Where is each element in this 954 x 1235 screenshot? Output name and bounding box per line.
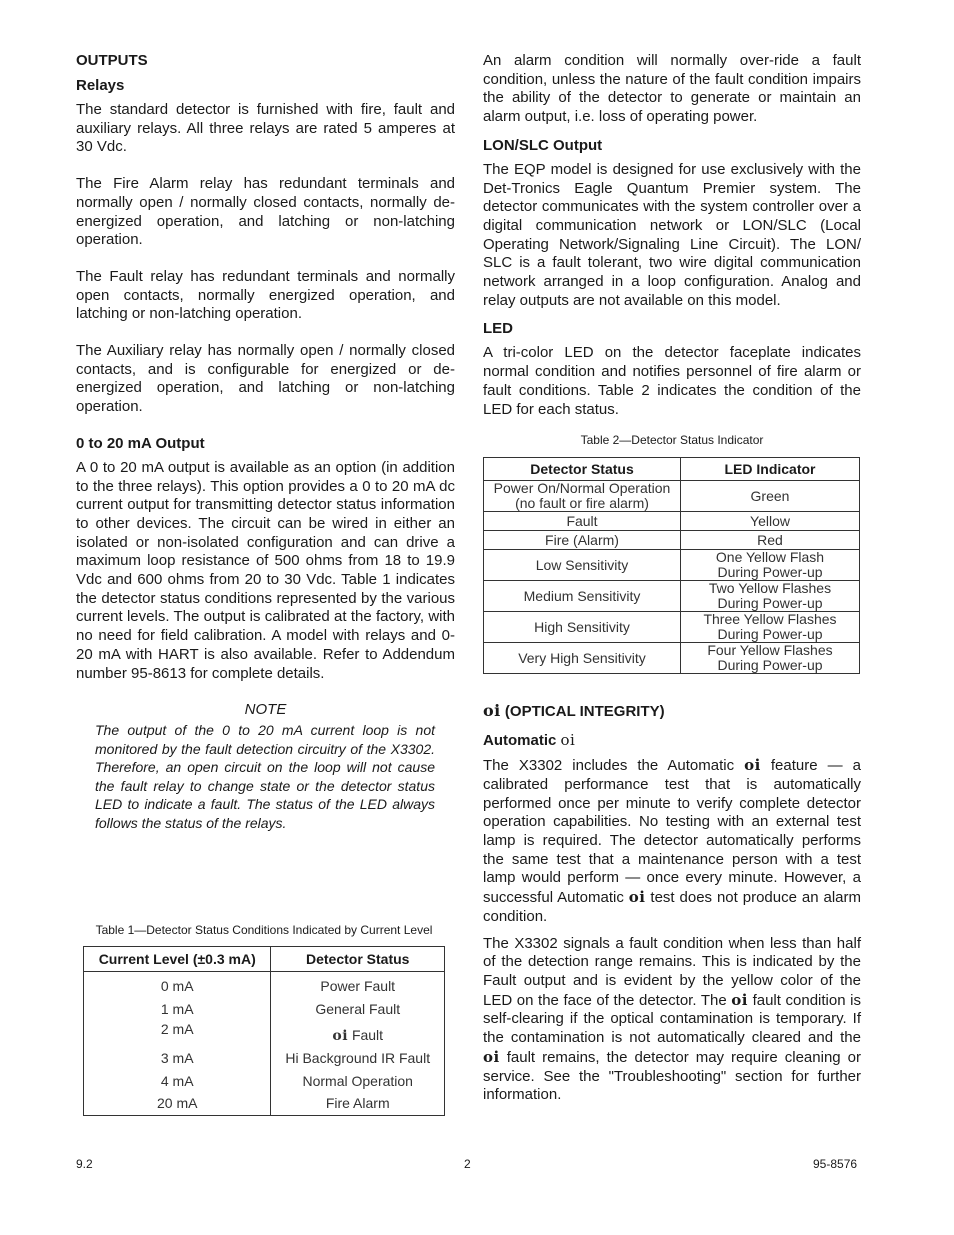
- footer-revision: 9.2: [76, 1157, 93, 1171]
- table-cell: [271, 1020, 445, 1047]
- table-cell: Low Sensitivity: [484, 550, 681, 581]
- table-row: [84, 1047, 445, 1070]
- footer-document-number: 95-8576: [813, 1157, 858, 1171]
- text-span: The X3302 signals a fault condition when less than half of the detection range remains. This is indicated by the Fault output and is evident by the yellow color of the LED on the face of the detector. The: [483, 934, 861, 1009]
- table-row: [84, 972, 445, 998]
- table-cell: One Yellow Flash During Power-up: [681, 550, 860, 581]
- footer-page-number: 2: [464, 1157, 471, 1171]
- table-row: [484, 512, 860, 531]
- table-cell: Yellow: [681, 512, 860, 531]
- table-2-caption: Table 2—Detector Status Indicator: [580, 433, 764, 448]
- table-2-header-status: Detector Status: [484, 458, 681, 481]
- table-row: [484, 643, 860, 674]
- ma-output-heading: 0 to 20 mA Output: [76, 434, 205, 452]
- text-span: The X3302 includes the Automatic: [483, 757, 735, 775]
- table-row: [84, 998, 445, 1021]
- oi-icon: oi: [744, 756, 761, 775]
- table-2: [483, 457, 860, 674]
- table-1-block: [83, 923, 445, 1116]
- table-cell-text: Fault: [351, 1026, 384, 1043]
- lon-slc-paragraph: The EQP model is designed for use exclusively with the Det-Tronics Eagle Quantum Premier system. The detector communicates with the system controller over a digital communication network or LON/SLC (Local Operating Network/Signaling Line Circuit). The LON/ SLC is a fault tolerant, two wire digital communication network arranged in a loop configuration. Analog and relay outputs are not available on this model.: [483, 160, 861, 309]
- table-cell: Hi Background IR Fault: [271, 1047, 445, 1070]
- table-row: [84, 1092, 445, 1115]
- table-row: [84, 1069, 445, 1092]
- right-column: [483, 52, 861, 1105]
- text-span: feature — a calibrated performance test that is automatically performed once per minute to verify complete detector operation capabilities. No testing with an external test lamp is required. The detector automatically performs the same test that a maintenance person with a test lamp would perform — once every minute. However, a successful Automatic: [483, 757, 861, 907]
- led-heading: LED: [483, 320, 513, 338]
- automatic-oi-paragraph: [483, 756, 861, 926]
- table-2-body: [484, 481, 860, 674]
- oi-icon: oi: [332, 1027, 349, 1044]
- table-cell: General Fault: [271, 998, 445, 1021]
- oi-icon: oi: [483, 1047, 500, 1066]
- oi-icon: oi: [560, 731, 576, 750]
- oi-icon: oi: [731, 990, 748, 1009]
- left-column: [76, 52, 455, 832]
- table-row: [484, 581, 860, 612]
- alarm-paragraph: An alarm condition will normally over-ride a fault condition, unless the nature of the fault condition impairs the ability of the detector to generate or maintain an alarm output, i.e. loss of operating power.: [483, 52, 861, 126]
- ma-output-paragraph: A 0 to 20 mA output is available as an option (in addition to the three relays). This option provides a 0 to 20 mA dc current output for transmitting detector status information to other devices. The circuit can be wired in either an isolated or non-isolated configuration and can drive a maximum loop resistance of 500 ohms from 18 to 19.9 Vdc and 600 ohms from 20 to 30 Vdc. Table 1 indicates the detector status conditions represented by the various current levels. The output is calibrated at the factory, with no need for field calibration. A model with relays and 0-20 mA with HART is also available. Refer to Addendum number 95-8613 for complete details.: [76, 458, 455, 682]
- note-title: NOTE: [244, 701, 287, 719]
- table-cell: Fire Alarm: [271, 1092, 445, 1115]
- relays-paragraph-3: The Fault relay has redundant terminals and normally open contacts, normally energized operation, and latching or non-latching operation.: [76, 267, 455, 323]
- lon-slc-heading: LON/SLC Output: [483, 136, 603, 154]
- table-cell: 0 mA: [84, 972, 271, 998]
- outputs-heading: OUTPUTS: [76, 52, 148, 69]
- table-cell: Medium Sensitivity: [484, 581, 681, 612]
- table-cell: Very High Sensitivity: [484, 643, 681, 674]
- table-cell: 2 mA: [84, 1020, 271, 1047]
- table-cell: Green: [681, 481, 860, 512]
- led-paragraph: A tri-color LED on the detector faceplate indicates normal condition and notifies personnel of fire alarm or fault conditions. Table 2 indicates the condition of the LED for each status.: [483, 344, 861, 418]
- table-cell: Two Yellow Flashes During Power-up: [681, 581, 860, 612]
- oi-icon: oi: [483, 701, 501, 721]
- table-1-caption: Table 1—Detector Status Conditions Indicated by Current Level: [95, 923, 433, 937]
- relays-paragraph-2: The Fire Alarm relay has redundant terminals and normally open / normally closed contacts, normally de-energized operation, and latching or non-latching operation.: [76, 175, 455, 249]
- table-cell: Fault: [484, 512, 681, 531]
- table-cell: Three Yellow Flashes During Power-up: [681, 612, 860, 643]
- table-cell: Power Fault: [271, 972, 445, 998]
- table-cell: 3 mA: [84, 1047, 271, 1070]
- table-cell: 20 mA: [84, 1092, 271, 1115]
- oi-heading: [483, 702, 861, 721]
- automatic-oi-heading: [483, 731, 861, 750]
- fault-signal-paragraph: [483, 935, 861, 1105]
- table-cell: Power On/Normal Operation (no fault or fire alarm): [484, 481, 681, 512]
- text-span: fault remains, the detector may require cleaning or service. See the "Troubleshooting" section for further information.: [483, 1048, 861, 1104]
- relays-paragraph-1: The standard detector is furnished with fire, fault and auxiliary relays. All three relays are rated 5 amperes at 30 Vdc.: [76, 101, 455, 156]
- table-cell: Red: [681, 531, 860, 550]
- relays-heading: Relays: [76, 77, 125, 94]
- table-row: [484, 550, 860, 581]
- table-2-header-led: LED Indicator: [681, 458, 860, 481]
- table-row: [84, 1020, 445, 1047]
- table-1-header-status: Detector Status: [271, 947, 445, 972]
- table-cell: 4 mA: [84, 1069, 271, 1092]
- table-1-header-current: Current Level (±0.3 mA): [84, 947, 271, 972]
- table-cell: 1 mA: [84, 998, 271, 1021]
- table-cell: Fire (Alarm): [484, 531, 681, 550]
- oi-heading-text: (OPTICAL INTEGRITY): [504, 703, 665, 721]
- text-span: test does not produce an alarm condition.: [483, 889, 862, 925]
- table-cell: High Sensitivity: [484, 612, 681, 643]
- table-row: [484, 481, 860, 512]
- table-row: [484, 612, 860, 643]
- table-cell: Four Yellow Flashes During Power-up: [681, 643, 860, 674]
- oi-icon: oi: [628, 888, 646, 907]
- table-cell: Normal Operation: [271, 1069, 445, 1092]
- note-text: The output of the 0 to 20 mA current loop is not monitored by the fault detection circuitry of the X3302. Therefore, an open circuit on the loop will not cause the fault relay to change state or the detector status LED to indicate a fault. The status of the LED always follows the status of the relays.: [95, 722, 435, 831]
- table-row: [484, 531, 860, 550]
- table-1: [83, 946, 445, 1116]
- text-span: fault condition is self-clearing if the optical contamination is temporary. If the contamination is not automatically cleared and the: [483, 991, 861, 1047]
- relays-paragraph-4: The Auxiliary relay has normally open / normally closed contacts, and is configurable for energized or de-energized operation, and latching or non-latching operation.: [76, 342, 455, 416]
- automatic-heading-text: Automatic: [483, 732, 557, 750]
